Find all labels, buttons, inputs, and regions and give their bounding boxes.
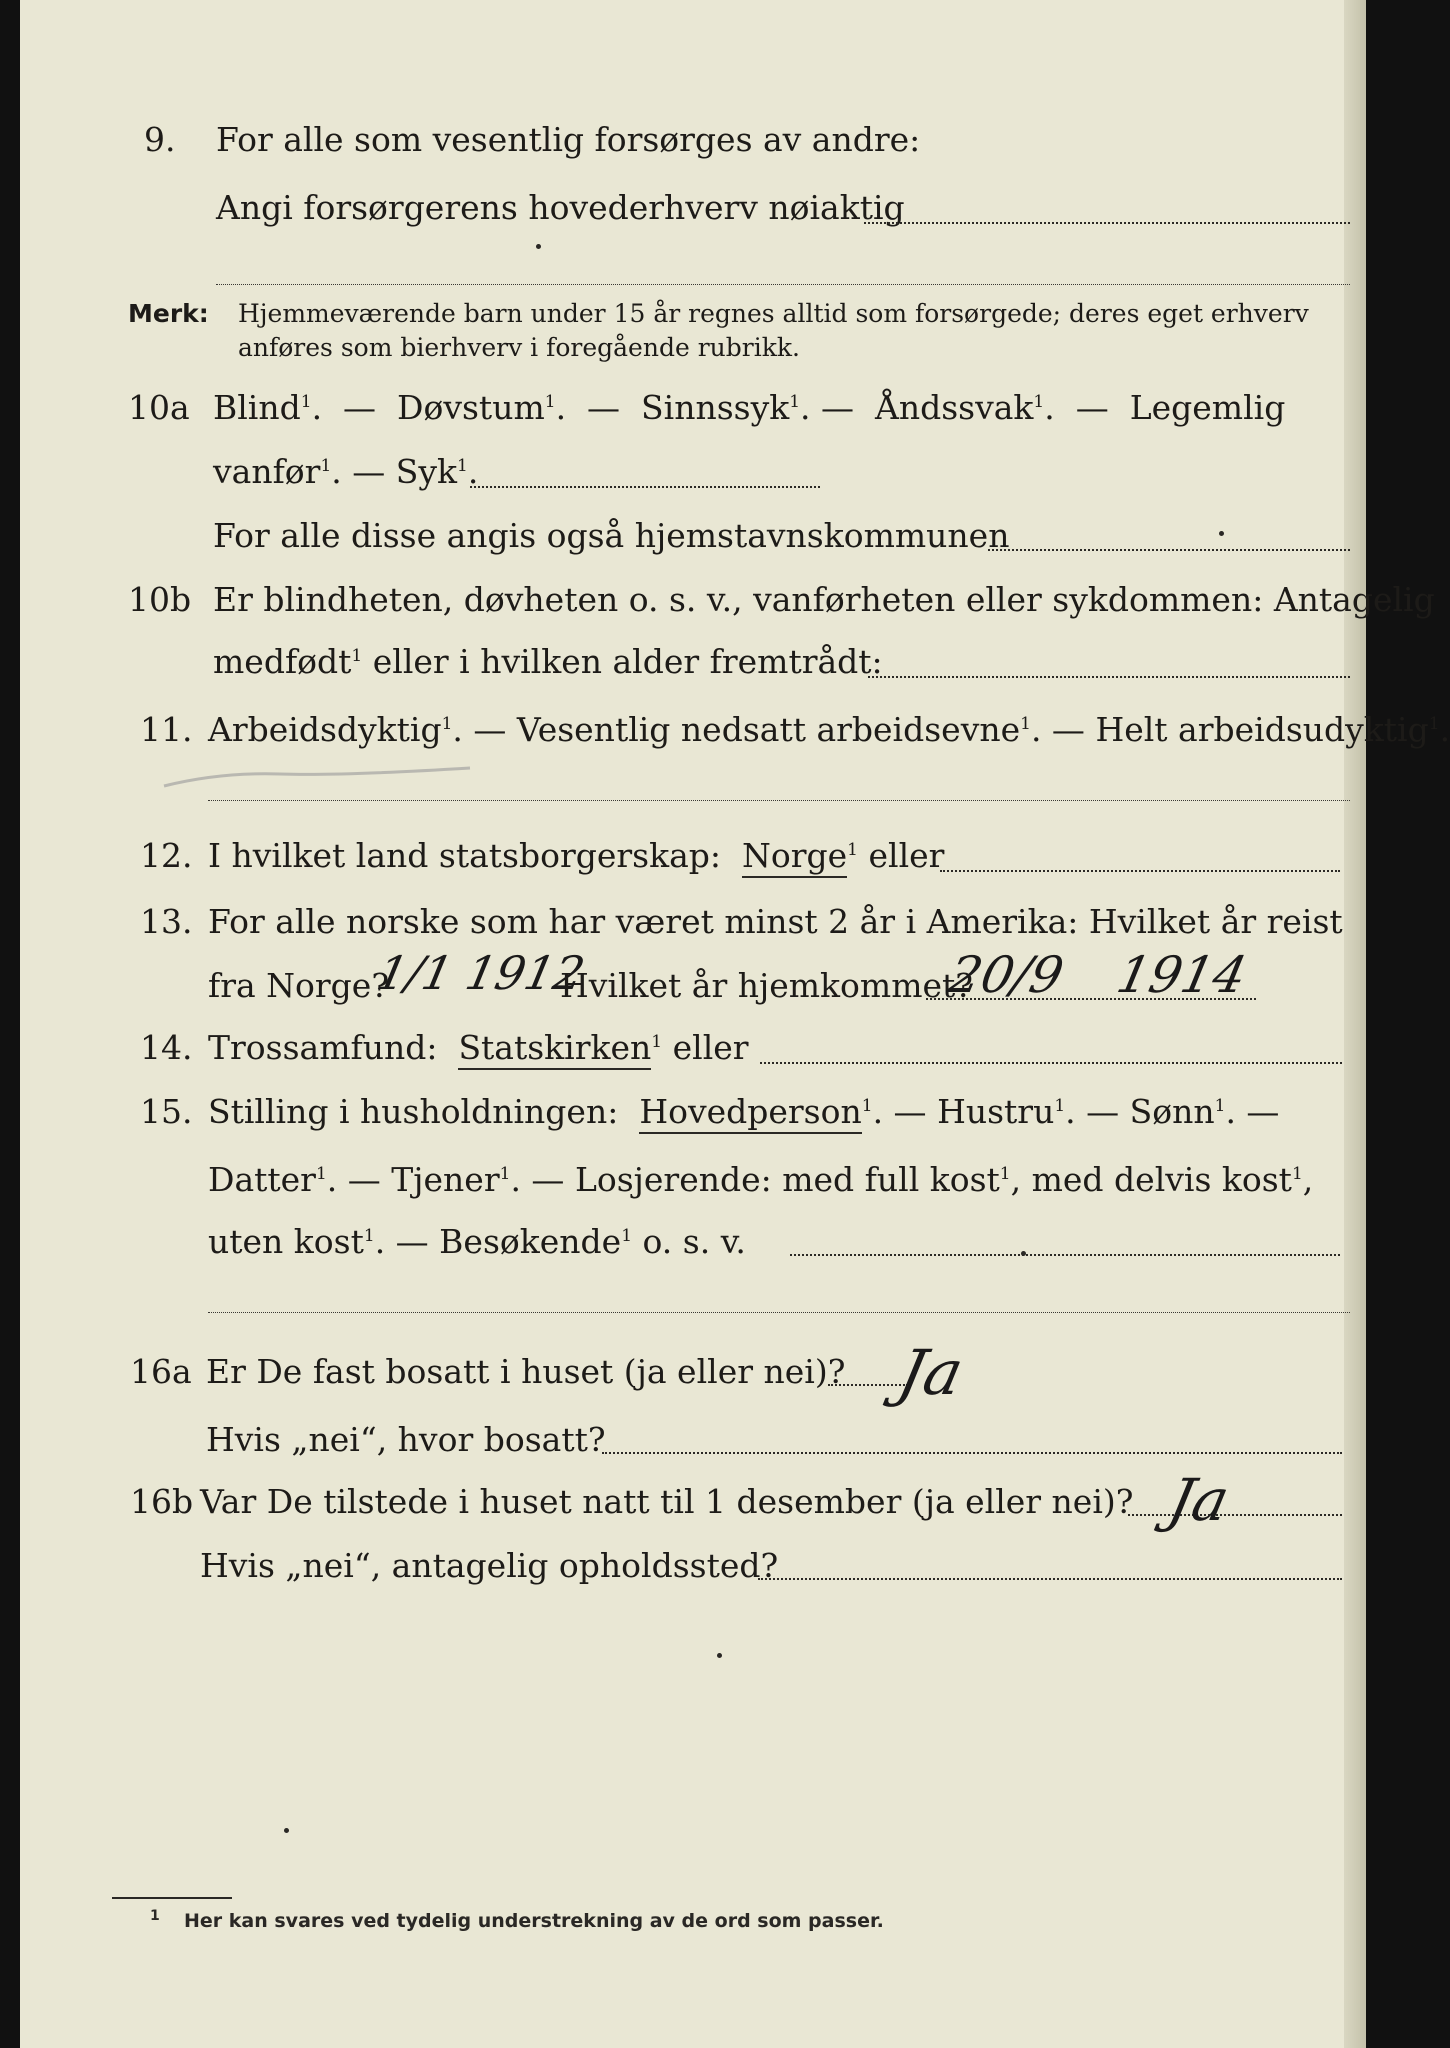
q12-number: 12. xyxy=(140,836,193,875)
q10b-number: 10b xyxy=(128,580,192,619)
q12-text: I hvilket land statsborgerskap: xyxy=(208,836,722,875)
option-medfodt[interactable]: medfødt xyxy=(213,642,352,681)
ink-speck xyxy=(1219,531,1224,536)
ink-speck xyxy=(1021,1251,1026,1256)
q14-text: Trossamfund: xyxy=(208,1028,438,1067)
q15-line1: Stilling i husholdningen: Hovedperson$^1$. — Hustru$^1$. — Sønn$^1$. — xyxy=(208,1092,1279,1132)
ink-speck xyxy=(717,1653,722,1658)
q14-eller: eller xyxy=(672,1028,749,1067)
q11-number: 11. xyxy=(140,710,193,749)
footnote-mark: 1 xyxy=(150,1908,160,1924)
q9-line1: For alle som vesentlig forsørges av andre: xyxy=(216,120,921,159)
q15-number: 15. xyxy=(140,1092,193,1131)
option-delvis-kost[interactable]: med delvis kost xyxy=(1031,1160,1292,1199)
q10a-line3: For alle disse angis også hjemstavnskommunen xyxy=(213,516,1010,555)
option-hovedperson[interactable]: Hovedperson xyxy=(639,1092,861,1134)
q10a-number: 10a xyxy=(128,388,190,427)
q12-line: I hvilket land statsborgerskap: Norge$^1$ eller xyxy=(208,836,944,876)
option-vanfor[interactable]: vanfør xyxy=(213,452,321,491)
option-datter[interactable]: Datter xyxy=(208,1160,316,1199)
q14-answer-line[interactable] xyxy=(760,1062,1342,1064)
option-udyktig[interactable]: Helt arbeidsudyktig xyxy=(1095,710,1429,749)
q16b-answer[interactable]: Ja xyxy=(1162,1466,1236,1534)
option-sonn[interactable]: Sønn xyxy=(1129,1092,1215,1131)
option-syk[interactable]: Syk xyxy=(395,452,457,491)
q15-answer-line2[interactable] xyxy=(208,1312,1350,1313)
q13-number: 13. xyxy=(140,902,193,941)
q16a-number: 16a xyxy=(130,1352,192,1391)
footnote-text: Her kan svares ved tydelig understrekning av de ord som passer. xyxy=(184,1910,884,1932)
q10a-answer-line[interactable] xyxy=(470,486,820,488)
q15-line3: uten kost$^1$. — Besøkende$^1$ o. s. v. xyxy=(208,1222,746,1261)
option-norge[interactable]: Norge xyxy=(742,836,847,878)
merk-line1: Hjemmeværende barn under 15 år regnes alltid som forsørgede; deres eget erhverv xyxy=(238,299,1309,328)
merk-line2: anføres som bierhverv i foregående rubrikk. xyxy=(238,333,800,362)
q16b-line2: Hvis „nei“, antagelig opholdssted? xyxy=(200,1546,779,1585)
q14-line: Trossamfund: Statskirken$^1$ eller xyxy=(208,1028,749,1068)
q13-hjem-answer[interactable]: 20/9 1914 xyxy=(943,946,1252,1004)
q9-line2: Angi forsørgerens hovederhverv nøiaktig xyxy=(216,188,905,227)
option-besokende[interactable]: Besøkende xyxy=(439,1222,622,1261)
q14-number: 14. xyxy=(140,1028,193,1067)
q16b-opholdssted-line[interactable] xyxy=(758,1578,1342,1580)
q13-line1: For alle norske som har været minst 2 år i Amerika: Hvilket år reist xyxy=(208,902,1343,941)
option-sinnssyk[interactable]: Sinnssyk xyxy=(641,388,790,427)
footnote-rule xyxy=(112,1897,232,1899)
option-statskirken[interactable]: Statskirken xyxy=(458,1028,651,1070)
q11-answer-line[interactable] xyxy=(208,800,1350,801)
option-tjener[interactable]: Tjener xyxy=(391,1160,500,1199)
option-blind[interactable]: Blind xyxy=(213,388,301,427)
q11-line: Arbeidsdyktig$^1$. — Vesentlig nedsatt arbeidsevne$^1$. — Helt arbeidsudyktig$^1$. xyxy=(208,710,1450,749)
q16b-answer-line[interactable] xyxy=(1128,1514,1342,1516)
q15-text: Stilling i husholdningen: xyxy=(208,1092,619,1131)
q9-answer-line2[interactable] xyxy=(216,284,1350,285)
q13-fra: fra Norge? xyxy=(208,966,390,1005)
option-losjerende[interactable]: Losjerende: med full kost xyxy=(574,1160,1000,1199)
q12-eller: eller xyxy=(868,836,945,875)
q16a-line1: Er De fast bosatt i huset (ja eller nei)? xyxy=(206,1352,846,1391)
q9-number: 9. xyxy=(144,120,176,159)
q10a-line2: vanfør$^1$. — Syk$^1$. xyxy=(213,452,479,491)
q13-hjem: Hvilket år hjemkommet? xyxy=(560,966,973,1005)
q10b-line2-text: eller i hvilken alder fremtrådt: xyxy=(372,642,883,681)
ink-speck xyxy=(284,1828,289,1833)
option-arbeidsdyktig[interactable]: Arbeidsdyktig xyxy=(208,710,442,749)
q15-answer-line[interactable] xyxy=(790,1254,1340,1256)
census-form-page xyxy=(20,0,1450,2048)
q13-reist-answer[interactable]: 1/1 1912 xyxy=(372,946,590,1000)
option-hustru[interactable]: Hustru xyxy=(937,1092,1055,1131)
q16a-answer[interactable]: Ja xyxy=(892,1336,970,1409)
q10b-line1: Er blindheten, døvheten o. s. v., vanførheten eller sykdommen: Antagelig xyxy=(213,580,1435,619)
q10b-answer-line[interactable] xyxy=(868,676,1350,678)
option-legemlig[interactable]: Legemlig xyxy=(1129,388,1286,427)
q16a-bosatt-line[interactable] xyxy=(602,1452,1342,1454)
q16b-line1: Var De tilstede i huset natt til 1 desember (ja eller nei)? xyxy=(200,1482,1134,1521)
q16b-number: 16b xyxy=(130,1482,194,1521)
option-dovstum[interactable]: Døvstum xyxy=(397,388,545,427)
pencil-stroke xyxy=(160,762,480,792)
q12-answer-line[interactable] xyxy=(940,870,1340,872)
merk-label: Merk: xyxy=(128,299,209,328)
q9-answer-line[interactable] xyxy=(864,222,1350,224)
q10b-line2: medfødt$^1$ eller i hvilken alder fremtrådt: xyxy=(213,642,883,681)
ink-speck xyxy=(536,244,541,249)
option-andssvak[interactable]: Åndssvak xyxy=(875,388,1034,427)
q10a-line1: Blind$^1$. — Døvstum$^1$. — Sinnssyk$^1$. — Åndssvak$^1$. — Legemlig xyxy=(213,388,1286,427)
option-nedsatt[interactable]: Vesentlig nedsatt arbeidsevne xyxy=(516,710,1021,749)
q10a-home-answer-line[interactable] xyxy=(988,549,1350,551)
q15-osv: o. s. v. xyxy=(642,1222,746,1261)
q16a-line2: Hvis „nei“, hvor bosatt? xyxy=(206,1420,606,1459)
q15-line2: Datter$^1$. — Tjener$^1$. — Losjerende: med full kost$^1$, med delvis kost$^1$, xyxy=(208,1160,1314,1199)
page-edge xyxy=(1344,0,1366,2048)
option-uten-kost[interactable]: uten kost xyxy=(208,1222,364,1261)
